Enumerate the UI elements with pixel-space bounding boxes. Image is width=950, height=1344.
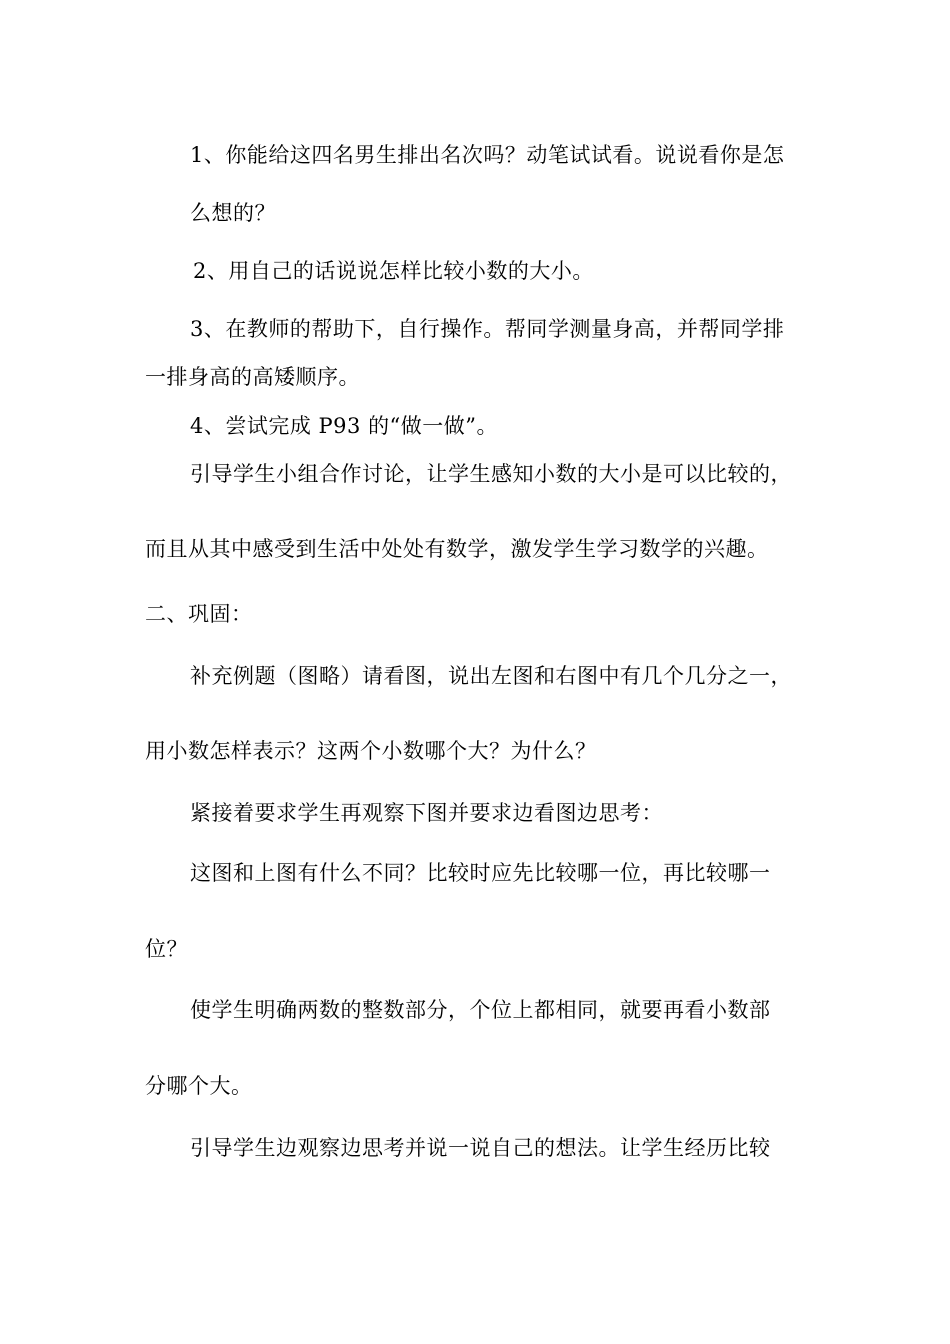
text-line-q1: 1、你能给这四名男生排出名次吗？动笔试试看。说说看你是怎: [190, 143, 785, 167]
text-line-example: 补充例题（图略）请看图，说出左图和右图中有几个几分之一，: [190, 664, 792, 688]
text-line-difference-cont: 位？: [145, 937, 188, 961]
text-line-q2: 2、用自己的话说说怎样比较小数的大小。: [193, 259, 594, 283]
text-line-q1-cont: 么想的？: [190, 201, 276, 225]
text-line-difference: 这图和上图有什么不同？比较时应先比较哪一位，再比较哪一: [190, 861, 771, 885]
text-line-clarify-cont: 分哪个大。: [145, 1074, 253, 1098]
text-line-q3-cont: 一排身高的高矮顺序。: [145, 365, 360, 389]
text-line-clarify: 使学生明确两数的整数部分，个位上都相同，就要再看小数部: [190, 998, 771, 1022]
text-line-q3: 3、在教师的帮助下，自行操作。帮同学测量身高，并帮同学排: [190, 317, 785, 341]
text-line-observe: 紧接着要求学生再观察下图并要求边看图边思考：: [190, 801, 663, 825]
text-line-example-cont: 用小数怎样表示？这两个小数哪个大？为什么？: [145, 739, 597, 763]
text-line-guide-cont: 而且从其中感受到生活中处处有数学，激发学生学习数学的兴趣。: [145, 537, 769, 561]
text-line-q4: 4、尝试完成 P93 的“做一做”。: [190, 414, 499, 438]
text-line-experience: 引导学生边观察边思考并说一说自己的想法。让学生经历比较: [190, 1136, 771, 1160]
section-heading-consolidation: 二、巩固：: [145, 602, 253, 626]
text-line-guide: 引导学生小组合作讨论，让学生感知小数的大小是可以比较的，: [190, 462, 792, 486]
